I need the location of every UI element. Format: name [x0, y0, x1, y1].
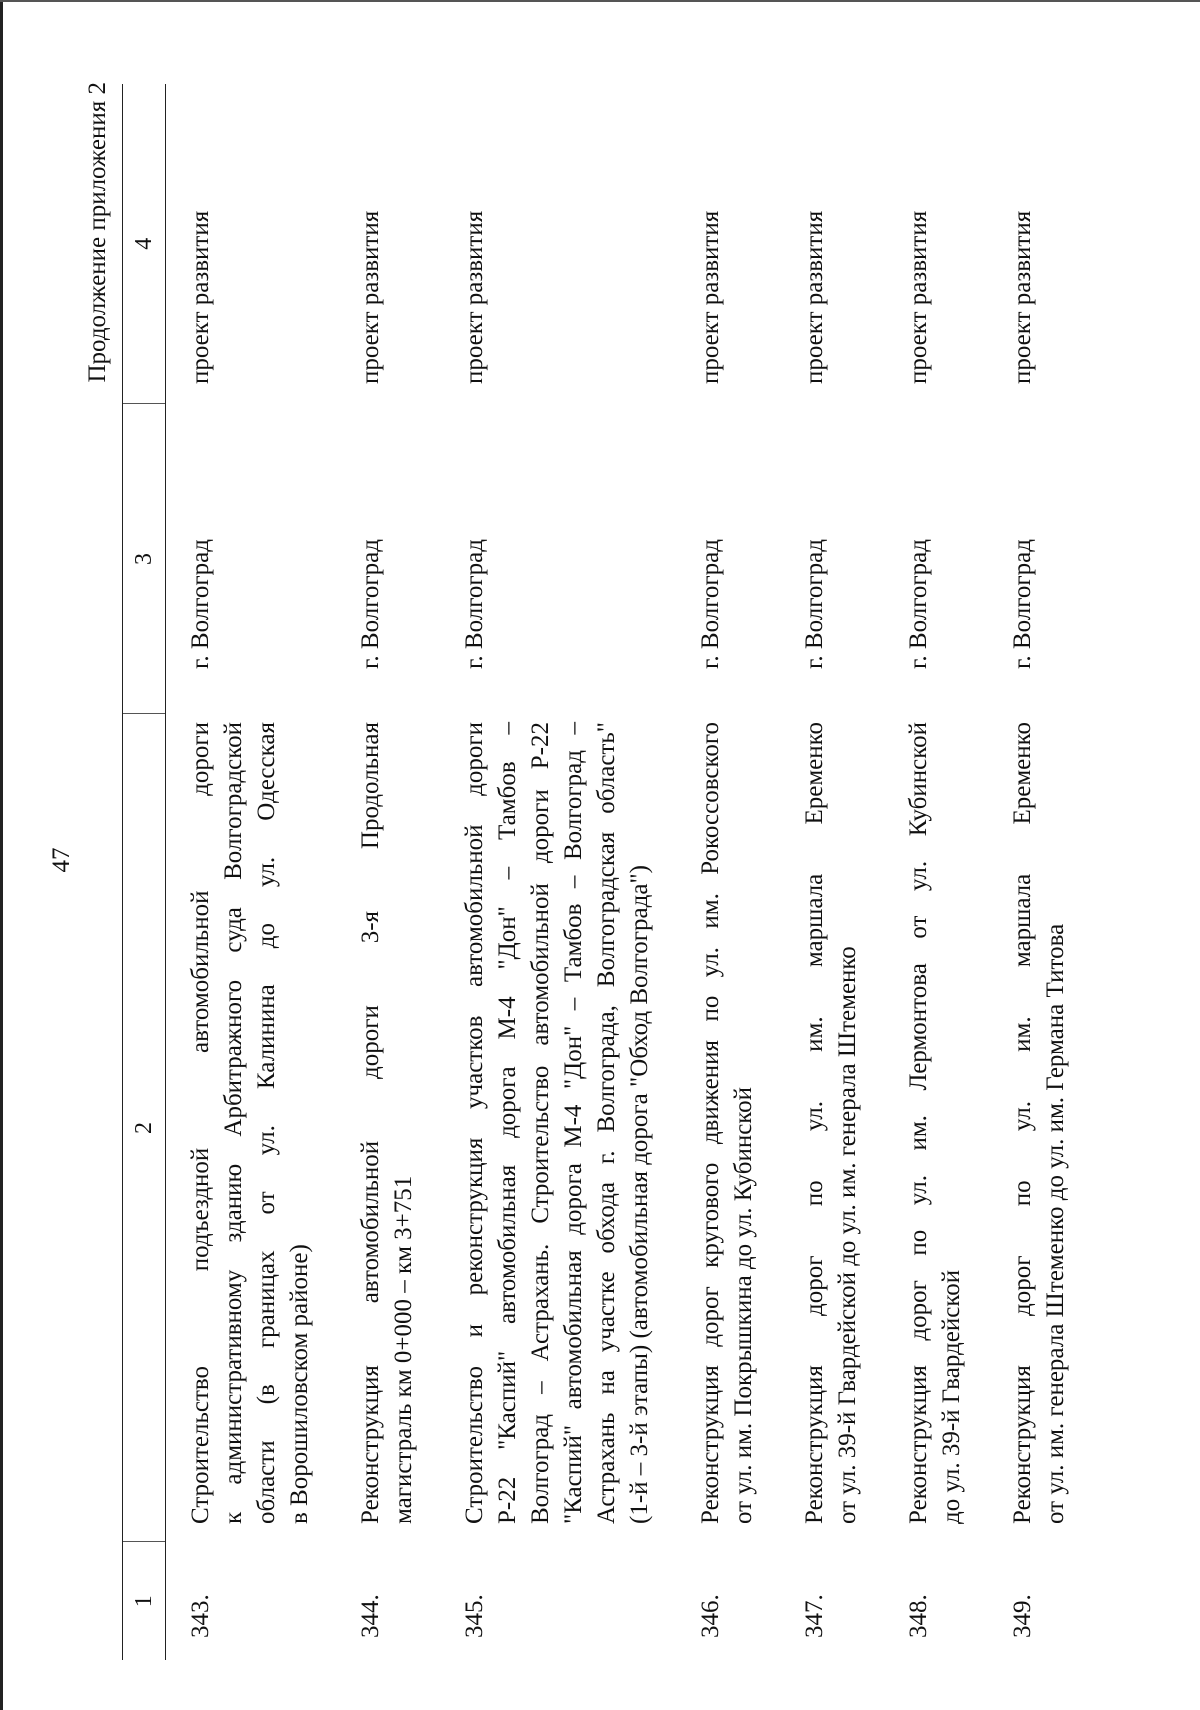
header-col-1: 1	[123, 1542, 166, 1660]
table-row	[884, 84, 988, 1660]
description-line: (1-й – 3-й этапы) (автомобильная дорога "Обход Волгограда")	[626, 865, 653, 1524]
row-description	[336, 714, 440, 1542]
roads-table	[122, 84, 1092, 1660]
description-line: Астрахань на участке обхода г. Волгограда, Волгоградская область"	[593, 722, 620, 1524]
header-col-3: 3	[123, 404, 166, 714]
description-line: до ул. 39-й Гвардейской	[938, 1269, 965, 1524]
description-line: Реконструкция дорог по ул. им. маршала Еременко	[1009, 722, 1036, 1524]
header-col-4: 4	[123, 84, 166, 404]
row-description	[440, 714, 676, 1542]
row-status: проект развития	[187, 210, 214, 384]
row-description	[166, 714, 337, 1542]
row-number: 346.	[697, 1594, 724, 1638]
description-line: Реконструкция дорог кругового движения по ул. им. Рокоссовского	[697, 722, 724, 1524]
description-line: от ул. 39-й Гвардейской до ул. им. генерала Штеменко	[834, 946, 861, 1524]
row-status: проект развития	[697, 210, 724, 384]
description-line: Р-22 "Каспий" автомобильная дорога М-4 "Дон" – Тамбов –	[494, 722, 521, 1524]
description-line: Реконструкция дорог по ул. им. маршала Еременко	[801, 722, 828, 1524]
row-city: г. Волгоград	[357, 539, 384, 669]
row-city: г. Волгоград	[461, 539, 488, 669]
description-line: от ул. им. генерала Штеменко до ул. им. Германа Титова	[1042, 923, 1069, 1524]
row-status: проект развития	[905, 210, 932, 384]
description-line: магистраль км 0+000 – км 3+751	[390, 1175, 417, 1524]
description-line: "Каспий" автомобильная дорога М-4 "Дон" – Тамбов – Волгоград –	[560, 722, 587, 1524]
description-line: Строительство подъездной автомобильной дороги	[187, 722, 214, 1524]
description-line: к административному зданию Арбитражного суда Волгоградской	[220, 722, 247, 1524]
table-row	[780, 84, 884, 1660]
row-city: г. Волгоград	[1009, 539, 1036, 669]
description-line: от ул. им. Покрышкина до ул. Кубинской	[730, 1086, 757, 1524]
table-row	[676, 84, 780, 1660]
table-row	[166, 84, 337, 1660]
row-city: г. Волгоград	[801, 539, 828, 669]
row-status: проект развития	[1009, 210, 1036, 384]
row-status: проект развития	[801, 210, 828, 384]
row-description	[780, 714, 884, 1542]
row-number: 348.	[905, 1594, 932, 1638]
description-line: Реконструкция дорог по ул. им. Лермонтова от ул. Кубинской	[905, 722, 932, 1524]
row-status: проект развития	[461, 210, 488, 384]
row-city: г. Волгоград	[905, 539, 932, 669]
description-line: области (в границах от ул. Калинина до ул. Одесская	[253, 722, 280, 1524]
row-number: 344.	[357, 1594, 384, 1638]
row-number: 349.	[1009, 1594, 1036, 1638]
row-description	[676, 714, 780, 1542]
row-number: 347.	[801, 1594, 828, 1638]
description-line: Строительство и реконструкция участков автомобильной дороги	[461, 722, 488, 1524]
description-line: в Ворошиловском районе)	[286, 1244, 313, 1524]
row-description	[884, 714, 988, 1542]
row-status: проект развития	[357, 210, 384, 384]
continuation-title: Продолжение приложения 2	[84, 82, 111, 383]
row-number: 345.	[461, 1594, 488, 1638]
table-row	[988, 84, 1092, 1660]
row-city: г. Волгоград	[187, 539, 214, 669]
header-col-2: 2	[123, 714, 166, 1542]
table-row	[336, 84, 440, 1660]
row-number: 343.	[187, 1594, 214, 1638]
page-number: 47	[48, 847, 75, 873]
row-city: г. Волгоград	[697, 539, 724, 669]
table-row	[440, 84, 676, 1660]
description-line: Реконструкция автомобильной дороги 3-я Продольная	[357, 722, 384, 1524]
table-header-row	[123, 84, 166, 1660]
description-line: Волгоград – Астрахань. Строительство автомобильной дороги Р-22	[527, 722, 554, 1524]
row-description	[988, 714, 1092, 1542]
